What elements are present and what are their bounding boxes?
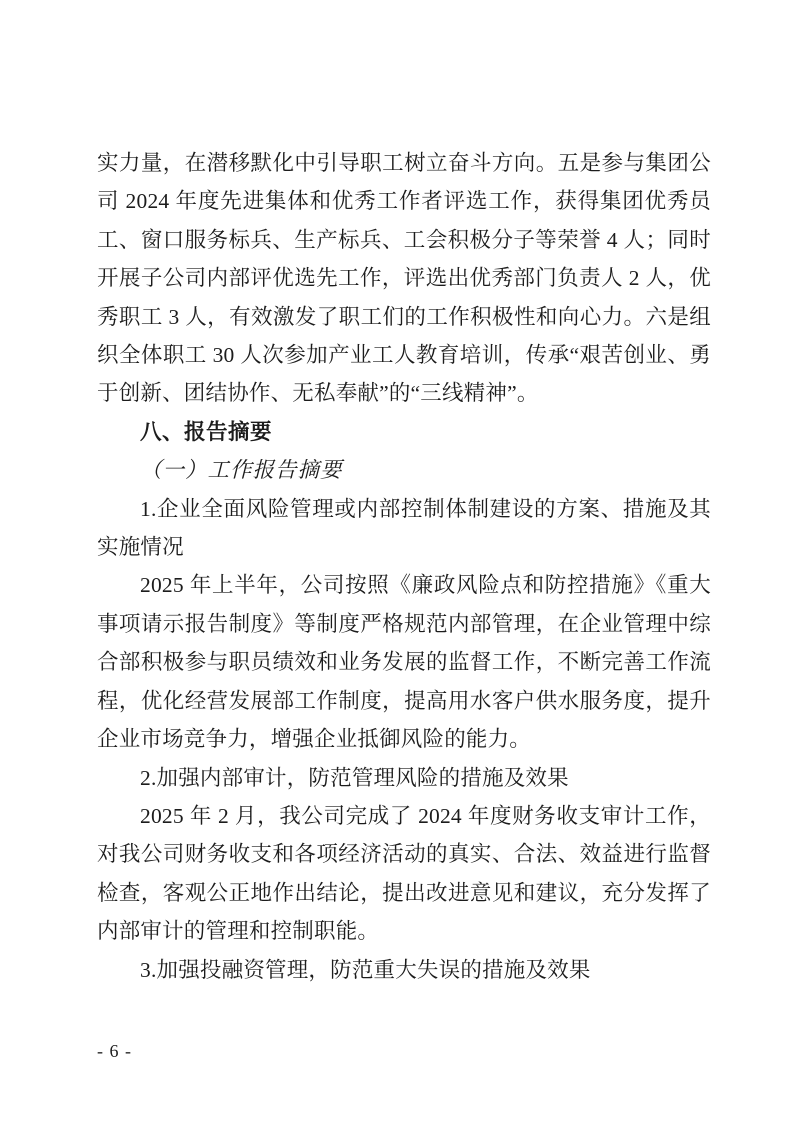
page-number: - 6 -: [97, 1041, 132, 1061]
item-2-body: 2025 年 2 月，我公司完成了 2024 年度财务收支审计工作，对我公司财务收支和各项经济活动的真实、合法、效益进行监督检查，客观公正地作出结论，提出改进意见和建议，充分发挥了内部审计的管理和控制职能。: [97, 803, 711, 944]
item-2-title: 2.加强内部审计，防范管理风险的措施及效果: [140, 765, 569, 790]
section-heading: 八、报告摘要: [140, 419, 273, 444]
subsection-heading: （一）工作报告摘要: [140, 458, 343, 483]
document-body: [97, 144, 711, 989]
item-1-body: 2025 年上半年，公司按照《廉政风险点和防控措施》《重大事项请示报告制度》等制度严格规范内部管理，在企业管理中综合部积极参与职员绩效和业务发展的监督工作，不断完善工作流程，优化经营发展部工作制度，提高用水客户供水服务度，提升企业市场竞争力，增强企业抵御风险的能力。: [97, 573, 711, 752]
item-3-title: 3.加强投融资管理，防范重大失误的措施及效果: [140, 957, 591, 982]
continuation-paragraph: 实力量，在潜移默化中引导职工树立奋斗方向。五是参与集团公司 2024 年度先进集体和优秀工作者评选工作，获得集团优秀员工、窗口服务标兵、生产标兵、工会积极分子等荣誉 4 人；同时开展子公司内部评优选先工作，评选出优秀部门负责人 2 人，优秀职工 3 人，有效激发了职工们的工作积极性和向心力。六是组织全体职工 30 人次参加产业工人教育培训，传承“艰苦创业、勇于创新、团结协作、无私奉献”的“三线精神”。: [97, 151, 711, 406]
item-1-title: 1.企业全面风险管理或内部控制体制建设的方案、措施及其实施情况: [97, 496, 711, 560]
